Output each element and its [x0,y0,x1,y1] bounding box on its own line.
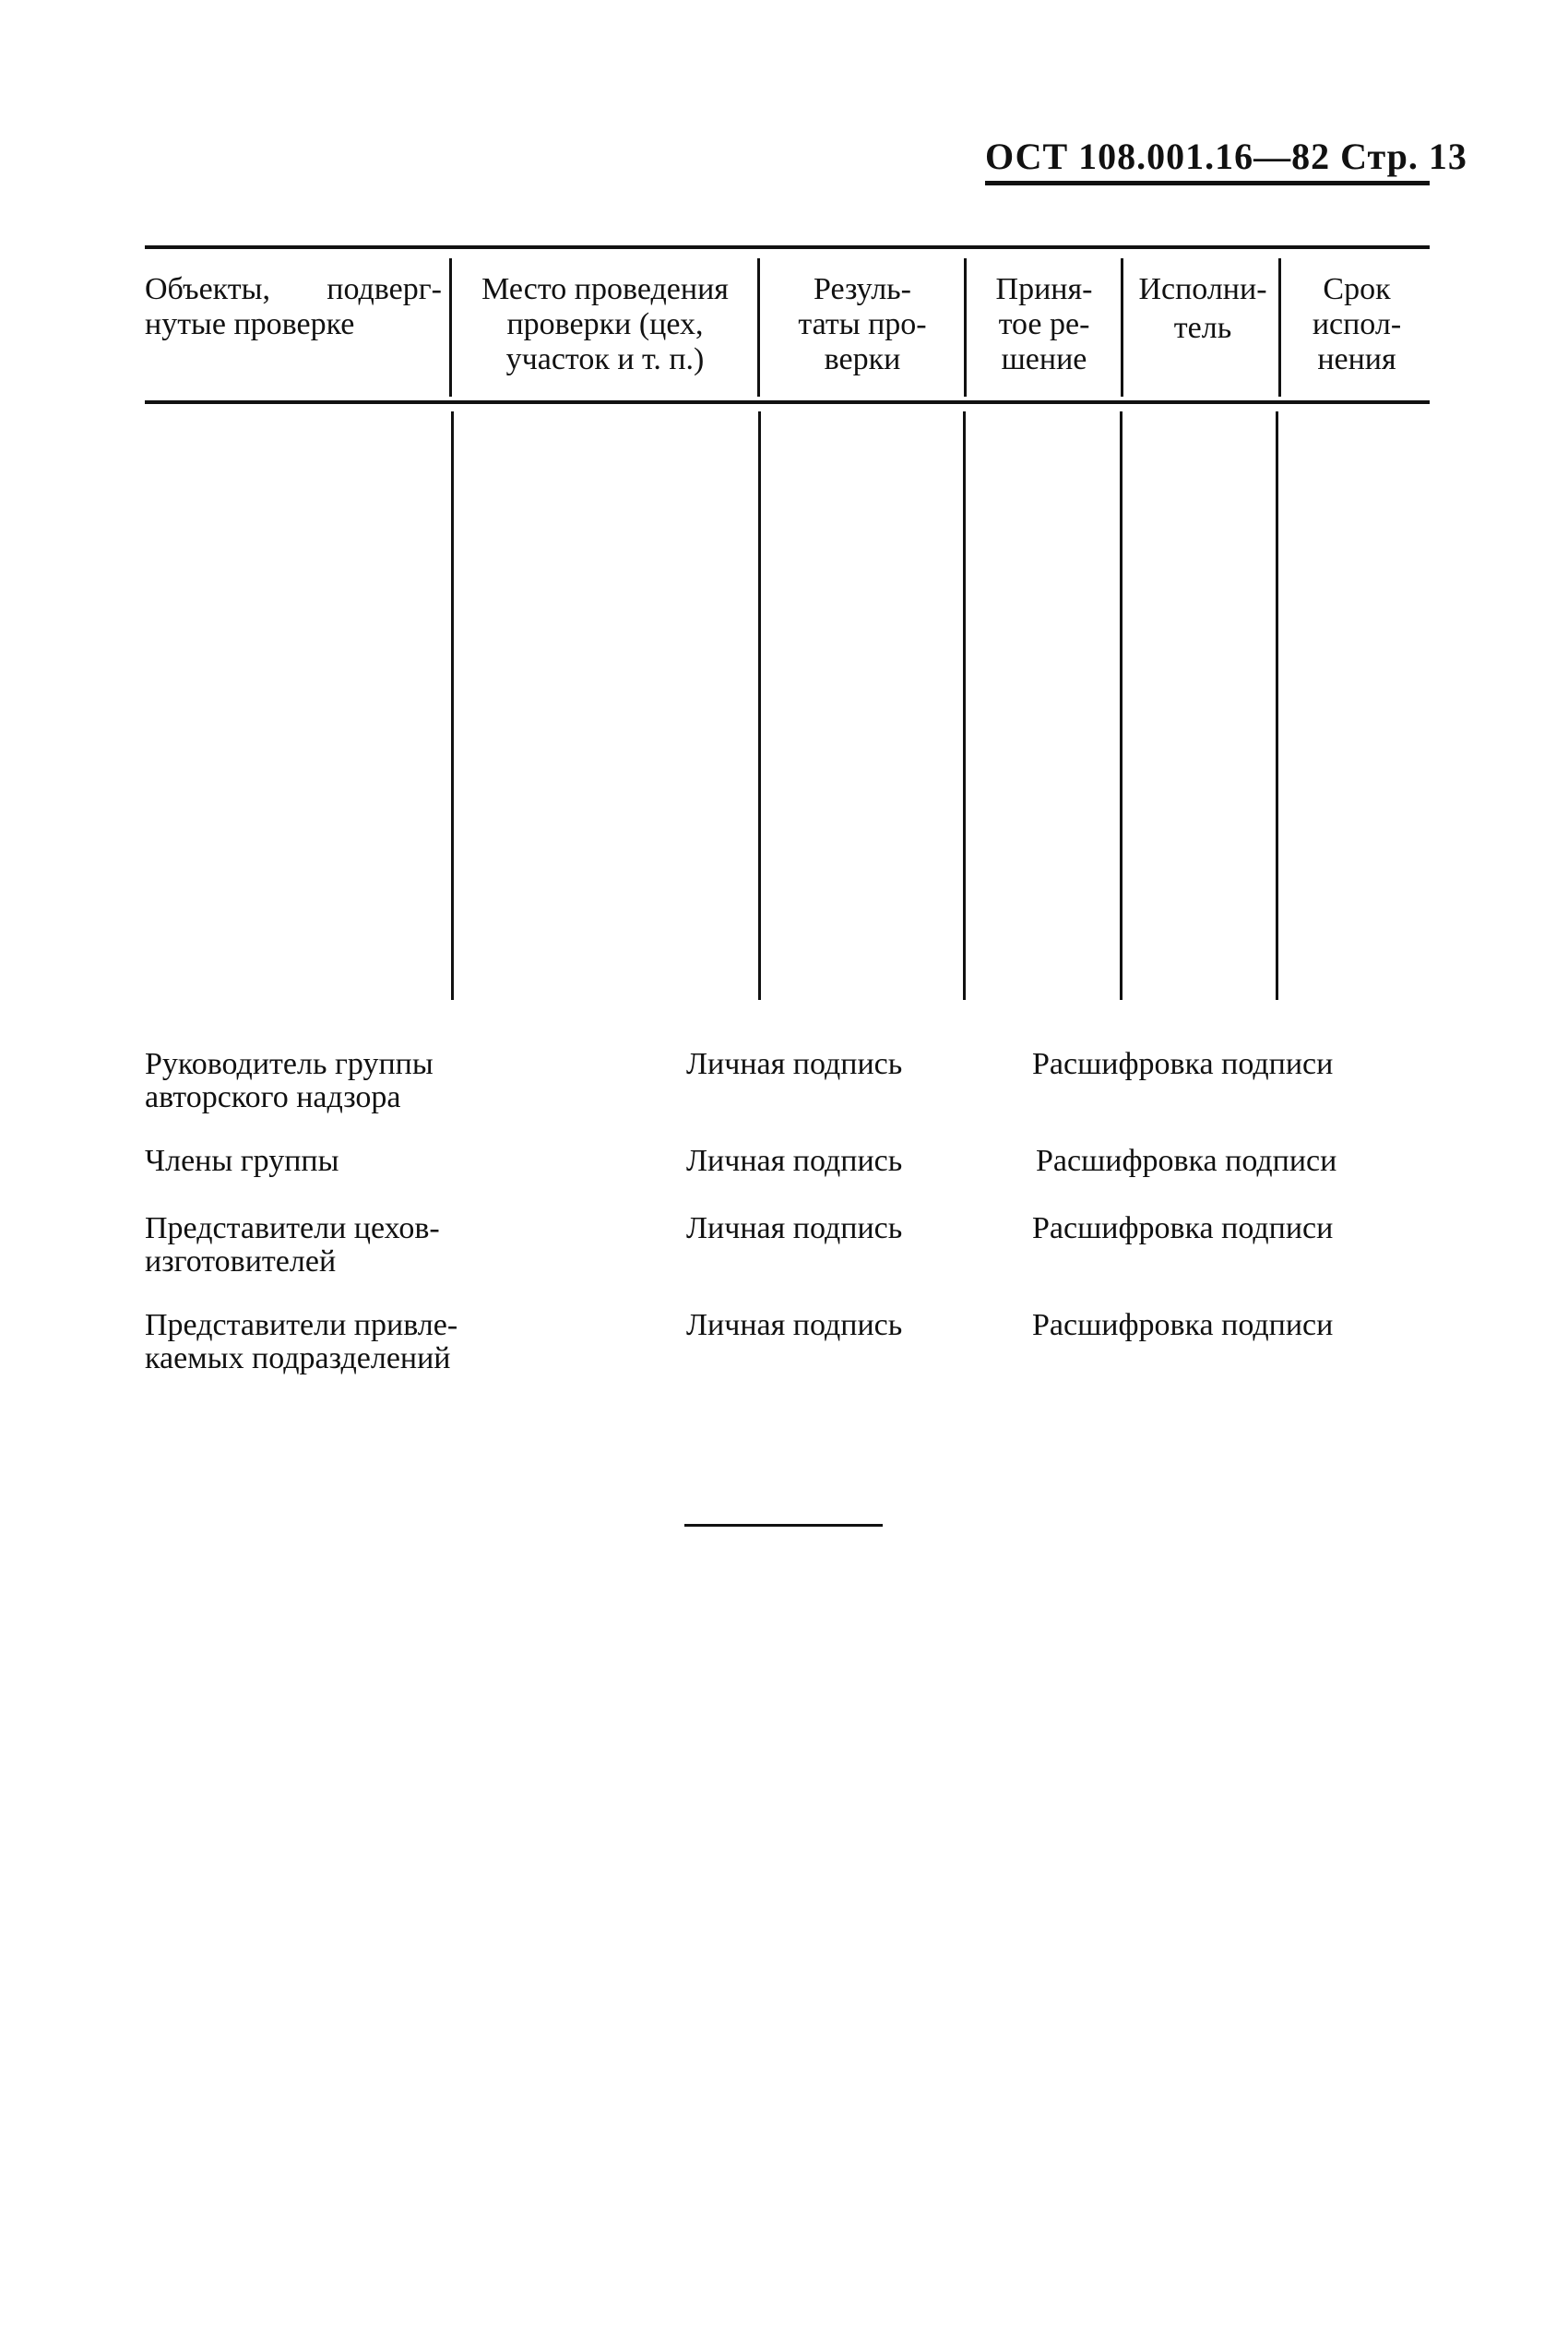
signature-role [145,1212,440,1279]
column-divider [1276,411,1278,1000]
column-header-results-line-1: Резуль- [814,272,911,306]
column-divider [964,258,967,397]
signature-role-line-2: каемых подразделений [145,1341,451,1375]
column-header-place-line-3: участок и т. п.) [505,342,705,376]
signature-role-line-1: Представители цехов- [145,1211,440,1245]
column-header-deadline-line-2: испол- [1312,307,1402,341]
column-header-results-line-3: верки [824,342,901,376]
column-divider [1278,258,1281,397]
column-header-objects-line-1: Объекты, подверг- [145,272,442,306]
column-header-results [762,272,963,377]
signature-role [145,1048,434,1114]
column-divider [758,411,761,1000]
signature-decoding-label: Расшифровка подписи [1032,1308,1334,1342]
personal-signature-label: Личная подпись [686,1308,903,1342]
signature-role-line-1: Представители привле- [145,1308,458,1342]
column-header-objects-line-2: нутые проверке [145,307,355,341]
signature-decoding-label: Расшифровка подписи [1036,1144,1337,1178]
signature-role-line-1: Руководитель группы [145,1047,434,1081]
column-header-executor-line-2: тель [1173,311,1232,345]
column-divider [963,411,966,1000]
column-divider [757,258,760,397]
signature-role [145,1145,339,1178]
column-header-decision-line-2: тое ре- [998,307,1090,341]
column-header-place-line-1: Место проведения [481,272,729,306]
page-header: ОСТ 108.001.16—82 Стр. 13 [985,136,1467,177]
column-divider [451,411,454,1000]
column-divider [1121,258,1123,397]
table-top-rule [145,245,1430,249]
column-header-decision-line-1: Приня- [995,272,1093,306]
signature-role-line-1: Члены группы [145,1144,339,1178]
signature-decoding-label: Расшифровка подписи [1032,1211,1334,1245]
column-divider [1120,411,1123,1000]
personal-signature-label: Личная подпись [686,1047,903,1081]
signature-role-line-2: авторского надзора [145,1080,401,1114]
signature-role [145,1309,457,1375]
end-of-document-rule [684,1524,883,1527]
signature-role-line-2: изготовителей [145,1244,337,1279]
column-header-deadline-line-3: нения [1317,342,1396,376]
signature-decoding-label: Расшифровка подписи [1032,1047,1334,1081]
column-header-results-line-2: таты про- [798,307,927,341]
personal-signature-label: Личная подпись [686,1144,903,1178]
column-header-deadline-line-1: Срок [1323,272,1391,306]
column-header-decision [968,272,1120,377]
column-divider [449,258,452,397]
column-header-place-line-2: проверки (цех, [506,307,704,341]
column-header-place [454,272,756,377]
column-header-executor [1125,272,1280,346]
table-header-bottom-rule [145,400,1430,404]
column-header-deadline [1284,272,1430,377]
header-underline [985,181,1430,185]
column-header-executor-line-1: Исполни- [1138,272,1267,306]
column-header-objects [145,272,445,342]
column-header-decision-line-3: шение [1001,342,1087,376]
personal-signature-label: Личная подпись [686,1211,903,1245]
